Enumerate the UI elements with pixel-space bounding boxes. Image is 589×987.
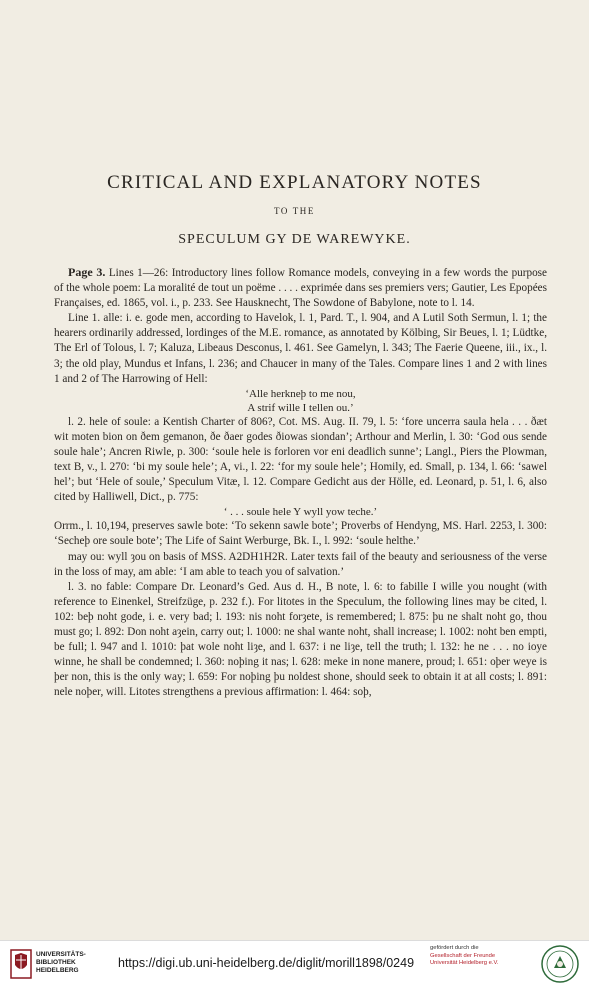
title-connector: TO THE bbox=[273, 206, 316, 216]
page-subtitle: SPECULUM GY DE WAREWYKE. bbox=[178, 232, 411, 247]
verse-quote: A strif wille I tellen ou.’ bbox=[247, 401, 354, 414]
university-seal-icon bbox=[10, 949, 32, 979]
page-reference: Page 3. bbox=[68, 265, 106, 279]
viewer-footer bbox=[0, 940, 589, 987]
verse-quote: ‘Alle herkneþ to me nou, bbox=[245, 387, 356, 400]
society-seal-icon[interactable] bbox=[540, 944, 580, 984]
note-paragraph: l. 2. hele of soule: a Kentish Charter of 806?, Cot. MS. Aug. II. 79, l. 5: ‘fore uncerra saula hela . . . ðæt wit moten bion on ðem gemanon, ðe ðaer godes ðiowas siondan’; Arthour and Merlin, l. 30: ‘God ous sende soule hale’; Ancren Riwle, p. 300: ‘soule hele is forloren vor eni deadlich sunne’; Langl., Piers the Plowman, text B, v., l. 270: ‘bi my soule hele’; A, vi., l. 22: ‘for my soule hele’; Homily, ed. Small, p. 134, l. 66: ‘sawel hel’; but ‘Hele of soule,’ Speculum Vitæ, l. 12. Compare Gedicht aus der Hölle, ed. Leonard, p. 51, l. 6, also cited by Halliwell, Dict., p. 775: bbox=[54, 415, 547, 504]
sponsor-text: gefördert durch die Gesellschaft der Freunde Universität Heidelberg e.V. bbox=[430, 945, 499, 966]
note-paragraph: may ou: wyll ȝou on basis of MSS. A2DH1H2R. Later texts fail of the beauty and seriousness of the verse in the loss of may, am able: ‘I am able to teach you of salvation.’ bbox=[54, 550, 547, 578]
notes-body bbox=[54, 265, 547, 700]
library-logo[interactable]: UNIVERSITÄTS- BIBLIOTHEK HEIDELBERG bbox=[10, 949, 120, 981]
note-paragraph: l. 3. no fable: Compare Dr. Leonard’s Ged. Aus d. H., B note, l. 6: to fabille I wille you nought (with reference to Einenkel, Streifzüge, p. 232 f.). For litotes in the Speculum, the following lines may be cited, l. 102: beþ noht gode, i. e. very bad; l. 193: nis noht forȝete, is remembered; l. 875: þu ne shalt noht go, thou must go; l. 892: Don noht aȝein, carry out; l. 1000: ne shal wante noht, shall increase; l. 1002: noht ben empti, be full; l. 947 and l. 1010: þat wole noht liȝe, and l. 637: i ne liȝe, tell the truth; l. 132: he ne . . . no ioye winne, he shall be condemned; l. 360: noþing it nas; l. 628: meke in none manere, proud; l. 651: oþer weye is þer non, this is the only way; l. 659: For noþing þu noldest shone, should seek to obtain it at all costs; l. 891: nele noþer, will. Litotes strengthens a previous affirmation: l. 464: soþ, bbox=[54, 580, 547, 699]
note-paragraph: Page 3. Lines 1—26: Introductory lines follow Romance models, conveying in a few words the purpose of the whole poem: La moralité de tout un poëme . . . . exprimée dans ses premiers vers; Gautier, Les Epopées Françaises, ed. 1865, vol. i., p. 233. See Hausknecht, The Sowdone of Babylone, note to l. 14. bbox=[54, 265, 548, 310]
note-paragraph: Line 1. alle: i. e. gode men, according to Havelok, l. 1, Pard. T., l. 904, and A Lutil Soth Sermun, l. 1; the hearers ordinarily addressed, lordinges of the M.E. romance, as annotated by Kölbing, Sir Beues, l. 1; Lüdtke, The Erl of Tolous, l. 7; Kaluza, Libeaus Desconus, l. 461. See Gamelyn, l. 343; The Faerie Queene, iii., ix., l. 3; the old play, Mundus et Infans, l. 236; and Chaucer in many of the Tales. Compare lines 1 and 2 with lines 1 and 2 of The Harrowing of Hell: bbox=[54, 312, 547, 385]
permalink-url[interactable]: https://digi.ub.uni-heidelberg.de/diglit/morill1898/0249 bbox=[118, 956, 415, 970]
note-paragraph: Orrm., l. 10,194, preserves sawle bote: ‘To sekenn sawle bote’; Proverbs of Hendyng, MS. Harl. 2253, l. 300: ‘Secheþ ore soule bote’; The Life of Saint Werburge, Bk. I., l. 992: ‘soule helthe.’ bbox=[54, 520, 547, 548]
verse-quote: ‘ . . . soule hele Y wyll yow teche.’ bbox=[223, 506, 378, 519]
page-title: CRITICAL AND EXPLANATORY NOTES bbox=[107, 172, 482, 193]
